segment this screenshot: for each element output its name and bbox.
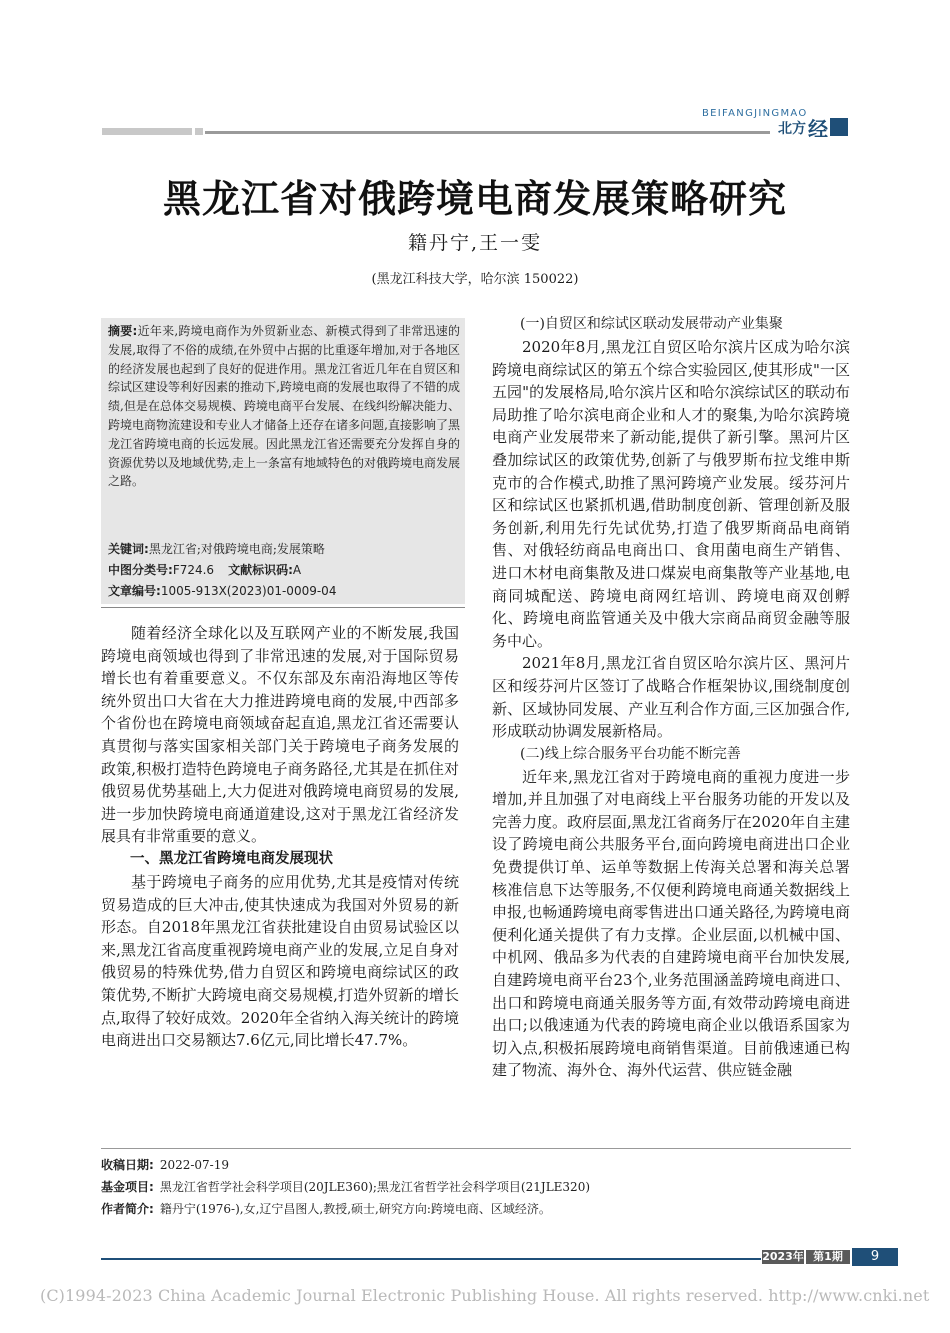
journal-name-en: BEIFANGJINGMAO bbox=[702, 108, 808, 119]
author-bio-label: 作者简介: bbox=[101, 1202, 154, 1216]
author-affiliation: (黑龙江科技大学，哈尔滨 150022) bbox=[371, 272, 579, 287]
section-1-heading: 一、黑龙江省跨境电商发展现状 bbox=[130, 850, 333, 867]
article-number-value: 1005-913X(2023)01-0009-04 bbox=[160, 584, 337, 598]
subsection-1-paragraph-2: 2021年8月,黑龙江省自贸区哈尔滨片区、黑河片区和绥芬河片区签订了战略合作框架协议,围绕制度创新、区域协同发展、产业互利合作方面,三区加强合作,形成联动协调发展新格局。 bbox=[492, 654, 850, 741]
page-number: 9 bbox=[852, 1248, 898, 1266]
clc-label: 中图分类号: bbox=[108, 563, 173, 577]
page-footer-rule bbox=[101, 1258, 761, 1260]
header-grey-block-small bbox=[195, 128, 203, 135]
header-rule bbox=[205, 131, 770, 134]
journal-name-char: 经 bbox=[808, 117, 828, 141]
fund-value: 黑龙江省哲学社会科学项目(20JLE360);黑龙江省哲学社会科学项目(21JLE320) bbox=[159, 1180, 591, 1194]
clc-value: F724.6 bbox=[172, 563, 215, 577]
keywords bbox=[108, 540, 460, 557]
abstract-label: 摘要: bbox=[108, 324, 138, 338]
classification bbox=[108, 561, 460, 578]
right-column bbox=[492, 313, 850, 1082]
footnote-author bbox=[101, 1200, 861, 1217]
abstract-text: 近年来,跨境电商作为外贸新业态、新模式得到了非常迅速的发展,取得了不俗的成绩,在外贸中占据的比重逐年增加,对于各地区的经济发展也起到了良好的促进作用。黑龙江省近几年在自贸区和综试区建设等利好因素的推动下,跨境电商的发展也取得了不错的成绩,但是在总体交易规模、跨境电商平台发展、在线纠纷解决能力、跨境电商物流建设和专业人才储备上还存在诸多问题,直接影响了黑龙江省跨境电商的长远发展。因此黑龙江省还需要充分发挥自身的资源优势以及地域优势,走上一条富有地域特色的对俄跨境电商发展之路。 bbox=[108, 324, 460, 489]
received-label: 收稿日期: bbox=[101, 1158, 154, 1172]
subsection-1-paragraph-1: 2020年8月,黑龙江自贸区哈尔滨片区成为哈尔滨跨境电商综试区的第五个综合实验园区,使其形成"一区五园"的发展格局,哈尔滨片区和哈尔滨综试区的联动布局助推了哈尔滨电商企业和人才的聚集,为哈尔滨跨境电商产业发展带来了新动能,提供了新引擎。黑河片区叠加综试区的政策优势,创新了与俄罗斯布拉戈维申斯克市的合作模式,助推了黑河跨境产业发展。绥芬河片区和综试区也紧抓机遇,借助制度创新、管理创新及服务创新,利用先行先试优势,打造了俄罗斯商品电商销售、对俄轻纺商品电商出口、食用菌电商生产销售、进口木材电商集散及进口煤炭电商集散等产业基地,电商同城配送、跨境电商网红培训、跨境电商双创孵化、跨境电商监管通关及中俄大宗商品商贸金融等服务中心。 bbox=[492, 338, 850, 650]
keywords-value: 黑龙江省;对俄跨境电商;发展策略 bbox=[148, 542, 325, 556]
issue-year: 2023年 bbox=[762, 1250, 804, 1263]
journal-name-cn: 北方 bbox=[778, 121, 806, 137]
received-value: 2022-07-19 bbox=[159, 1158, 229, 1172]
issue-number: 第1期 bbox=[806, 1250, 850, 1264]
copyright-watermark: (C)1994-2023 China Academic Journal Electronic Publishing House. All rights reserved. http://www.cnki.net bbox=[40, 1286, 930, 1305]
article-authors: 籍丹宁,王一雯 bbox=[407, 232, 543, 254]
header-grey-block bbox=[102, 128, 192, 135]
subsection-1-heading: (一)自贸区和综试区联动发展带动产业集聚 bbox=[520, 316, 783, 332]
footnote-fund bbox=[101, 1178, 861, 1195]
subsection-2-paragraph: 近年来,黑龙江省对于跨境电商的重视力度进一步增加,并且加强了对电商线上平台服务功能的开发以及完善力度。政府层面,黑龙江省商务厅在2020年自主建设了跨境电商公共服务平台,面向跨境电商进出口企业免费提供订单、运单等数据上传海关总署和海关总署核准信息下达等服务,不仅便利跨境电商通关数据线上申报,也畅通跨境电商零售进出口通关路径,为跨境电商便利化通关提供了有力支撑。企业层面,以机械中国、中机网、俄品多为代表的自建跨境电商平台加快发展,自建跨境电商平台23个,业务范围涵盖跨境电商进口、出口和跨境电商通关服务等方面,有效带动跨境电商进出口;以俄速通为代表的跨境电商企业以俄语系国家为切入点,积极拓展跨境电商销售渠道。目前俄速通已构建了物流、海外仓、海外代运营、供应链金融 bbox=[492, 767, 850, 1080]
section-1-paragraph: 基于跨境电子商务的应用优势,尤其是疫情对传统贸易造成的巨大冲击,使其快速成为我国对外贸易的新形态。自2018年黑龙江省获批建设自由贸易试验区以来,黑龙江省高度重视跨境电商产业的发展,立足自身对俄贸易的特殊优势,借力自贸区和跨境电商综试区的政策优势,不断扩大跨境电商交易规模,打造外贸新的增长点,取得了较好成效。2020年全省纳入海关统计的跨境电商进出口交易额达7.6亿元,同比增长47.7%。 bbox=[101, 872, 459, 1050]
journal-logo-block bbox=[830, 118, 848, 136]
article-number-label: 文章编号: bbox=[108, 584, 161, 598]
keywords-label: 关键词: bbox=[108, 542, 149, 556]
abstract bbox=[108, 322, 460, 491]
subsection-2-heading: (二)线上综合服务平台功能不断完善 bbox=[520, 745, 741, 762]
fund-label: 基金项目: bbox=[101, 1180, 154, 1194]
doc-code-value: A bbox=[292, 563, 302, 577]
footnote-divider bbox=[101, 1148, 851, 1149]
author-bio-value: 籍丹宁(1976-),女,辽宁昌图人,教授,硕士,研究方向:跨境电商、区域经济。 bbox=[159, 1202, 551, 1216]
left-column bbox=[101, 622, 459, 1052]
intro-paragraph: 随着经济全球化以及互联网产业的不断发展,我国跨境电商领域也得到了非常迅速的发展,对于国际贸易增长也有着重要意义。不仅东部及东南沿海地区等传统外贸出口大省在大力推进跨境电商的发展,中西部多个省份也在跨境电商领域奋起直追,黑龙江省还需要认真贯彻与落实国家相关部门关于跨境电子商务发展的政策,积极打造特色跨境电子商务路径,尤其是在抓住对俄贸易优势基础上,大力促进对俄跨境电商贸易的发展,进一步加快跨境电商通道建设,这对于黑龙江省经济发展具有非常重要的意义。 bbox=[101, 624, 459, 846]
article-number bbox=[108, 582, 460, 599]
doc-code-label: 文献标识码: bbox=[228, 563, 293, 577]
abstract-divider bbox=[101, 607, 465, 608]
footnote-received bbox=[101, 1156, 861, 1173]
article-title: 黑龙江省对俄跨境电商发展策略研究 bbox=[162, 176, 787, 221]
